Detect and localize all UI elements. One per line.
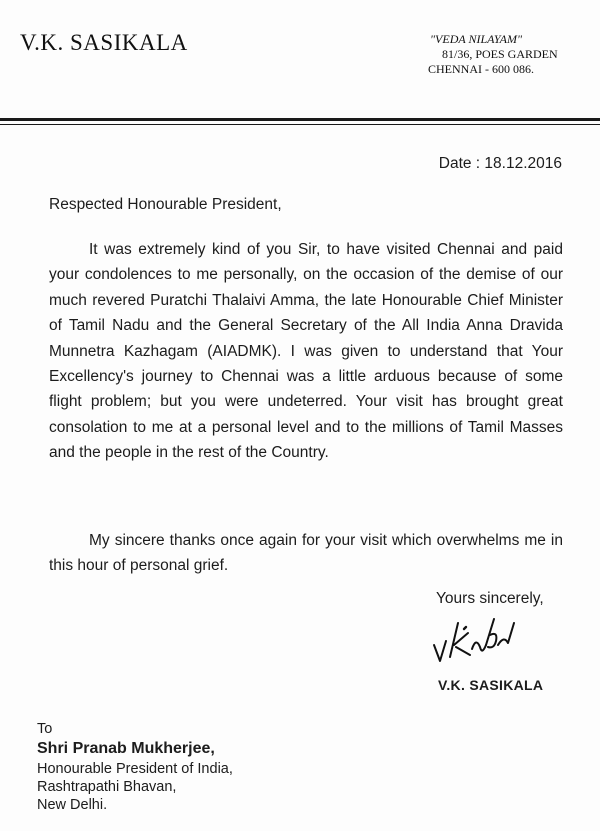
- body-paragraph-1: It was extremely kind of you Sir, to have visited Chennai and paid your condolences to me personally, on the occasion of the demise of our much revered Puratchi Thalaivi Amma, the late Honourable Chief Minister of Tamil Nadu and the General Secretary of the All India Anna Dravida Munnetra Kazhagam (AIADMK). I was given to understand that Your Excellency's journey to Chennai was a little arduous because of some flight problem; but you were undeterred. Your visit has brought great consolation to me at a personal level and to the millions of Tamil Masses and the people in the rest of the Country.: [49, 241, 563, 462]
- salutation: Respected Honourable President,: [49, 196, 282, 213]
- recipient-line-3: New Delhi.: [37, 797, 108, 813]
- recipient-line-1: Honourable President of India,: [37, 761, 233, 777]
- letter-date: Date : 18.12.2016: [438, 155, 562, 172]
- signatory-name: V.K. SASIKALA: [438, 677, 544, 693]
- recipient-line-2: Rashtrapathi Bhavan,: [37, 779, 177, 795]
- to-label: To: [37, 721, 53, 737]
- letterhead-rule-thin: [0, 124, 600, 125]
- handwritten-signature: [424, 605, 524, 673]
- body-paragraph-2: My sincere thanks once again for your visit which overwhelms me in this hour of personal grief.: [49, 532, 563, 575]
- letterhead-rule-thick: [0, 118, 600, 121]
- recipient-block: [37, 720, 233, 814]
- closing-line: Yours sincerely,: [436, 590, 544, 607]
- letterhead-name: V.K. SASIKALA: [20, 30, 188, 55]
- letterhead-address-line2: 81/36, POES GARDEN: [442, 47, 558, 61]
- letterhead-address-line1: "VEDA NILAYAM": [430, 32, 523, 46]
- recipient-name: Shri Pranab Mukherjee,: [37, 740, 215, 757]
- letterhead-address-line3: CHENNAI - 600 086.: [428, 62, 534, 76]
- letterhead-address: [428, 32, 578, 77]
